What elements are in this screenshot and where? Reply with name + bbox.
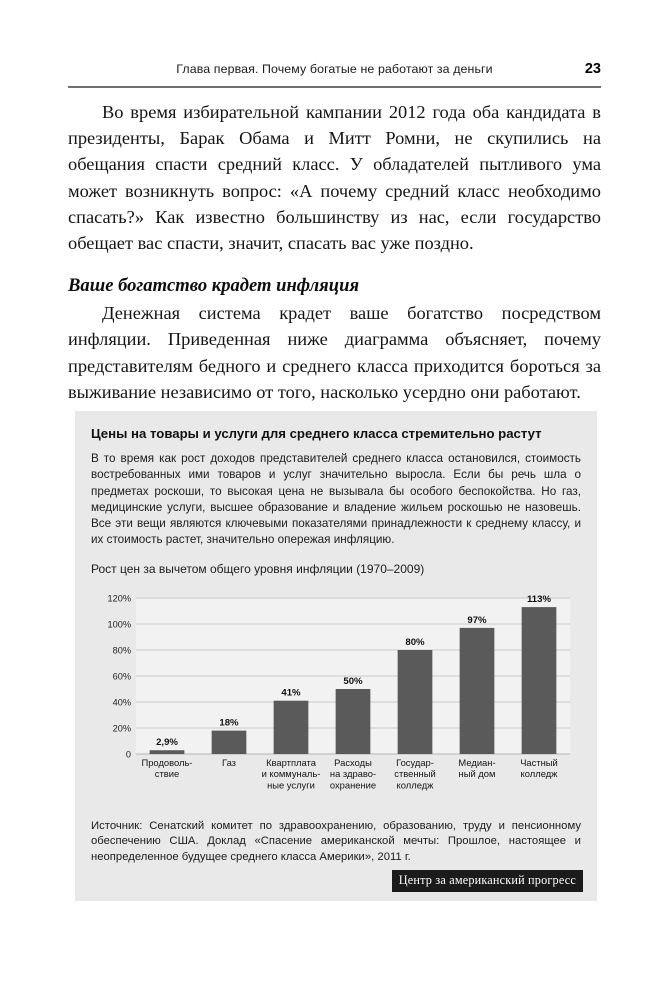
bar-value-label: 18% — [219, 717, 239, 729]
bar-value-label: 113% — [526, 593, 552, 605]
y-axis-tick-label: 100% — [107, 619, 131, 630]
bar-chart — [89, 580, 583, 812]
bar-chart-svg — [89, 580, 583, 812]
x-axis-category-label: Газ — [222, 756, 236, 768]
header-rule — [68, 86, 601, 88]
bar — [336, 689, 371, 754]
y-axis-tick-label: 80% — [112, 645, 131, 656]
figure-source-note: Источник: Сенатский комитет по здравоохранению, образованию, труду и пенсионному обеспечению США. Доклад «Спасение американской мечты: Прошлое, настоящее и неопределенное будущее среднего класса Америки», 2011 г. — [91, 819, 581, 863]
credit-badge: Центр за американский прогресс — [392, 870, 583, 892]
chapter-title: Глава первая. Почему богатые не работают за деньги — [176, 62, 493, 76]
x-axis-category-label: Квартплата и коммуналь-ные услуги — [261, 756, 321, 791]
bar — [274, 700, 309, 753]
paragraph-1: Во время избирательной кампании 2012 года оба кандидата в президенты, Барак Обама и Митт Ромни, не скупились на обещания спасти средний класс. У обладателей пытливого ума может возникнуть вопрос: «А почему средний класс необходимо спасать?» Как известно большинству из нас, если государство обещает вас спасти, значит, спасать вас уже поздно. — [68, 102, 601, 254]
y-axis-tick-label: 120% — [107, 593, 131, 604]
y-axis-tick-label: 40% — [112, 697, 131, 708]
bar-value-label: 41% — [281, 687, 301, 699]
figure-description: В то время как рост доходов представителей среднего класса остановился, стоимость востребованных ими товаров и услуг значительно выросла. Если бы речь шла о предметах роскоши, то высокая цена не вызывала бы особого беспокойства. Но газ, медицинские услуги, высшее образование и владение жильем роскошью не назовешь. Все эти вещи являются ключевыми показателями принадлежности к среднему классу, и их стоимость растет, значительно опережая инфляцию. — [91, 452, 581, 547]
y-axis-tick-label: 20% — [112, 723, 131, 734]
figure-title: Цены на товары и услуги для среднего класса стремительно растут — [91, 426, 542, 441]
section-heading: Ваше богатство крадет инфляция — [68, 275, 360, 297]
bar — [460, 628, 495, 754]
chart-title: Рост цен за вычетом общего уровня инфляции (1970–2009) — [91, 561, 425, 576]
bar-value-label: 80% — [405, 636, 425, 648]
y-axis-tick-label: 0 — [125, 749, 131, 760]
x-axis-category-label: Расходы на здраво-охранение — [329, 756, 377, 791]
bar — [150, 750, 185, 754]
body-column — [68, 99, 601, 405]
x-axis-category-label: Медиан-ный дом — [458, 756, 496, 779]
credit-row — [392, 870, 583, 892]
y-axis-tick-label: 60% — [112, 671, 131, 682]
figure-box — [75, 411, 597, 901]
bar — [522, 607, 557, 754]
x-axis-category-label: Продоволь-ствие — [141, 756, 193, 779]
bar-value-label: 97% — [467, 614, 487, 626]
page-number: 23 — [584, 61, 601, 77]
paragraph-2: Денежная система крадет ваше богатство посредством инфляции. Приведенная ниже диаграмма объясняет, почему представителям бедного и среднего класса приходится бороться за выживание независимо от того, насколько усердно они работают. — [68, 303, 601, 402]
x-axis-category-label: Государ-ственный колледж — [394, 756, 436, 791]
bar — [212, 730, 247, 753]
bar-value-label: 50% — [343, 675, 363, 687]
running-header — [68, 62, 601, 76]
bar — [398, 650, 433, 754]
bar-value-label: 2,9% — [156, 737, 178, 749]
x-axis-category-label: Частный колледж — [520, 756, 558, 779]
